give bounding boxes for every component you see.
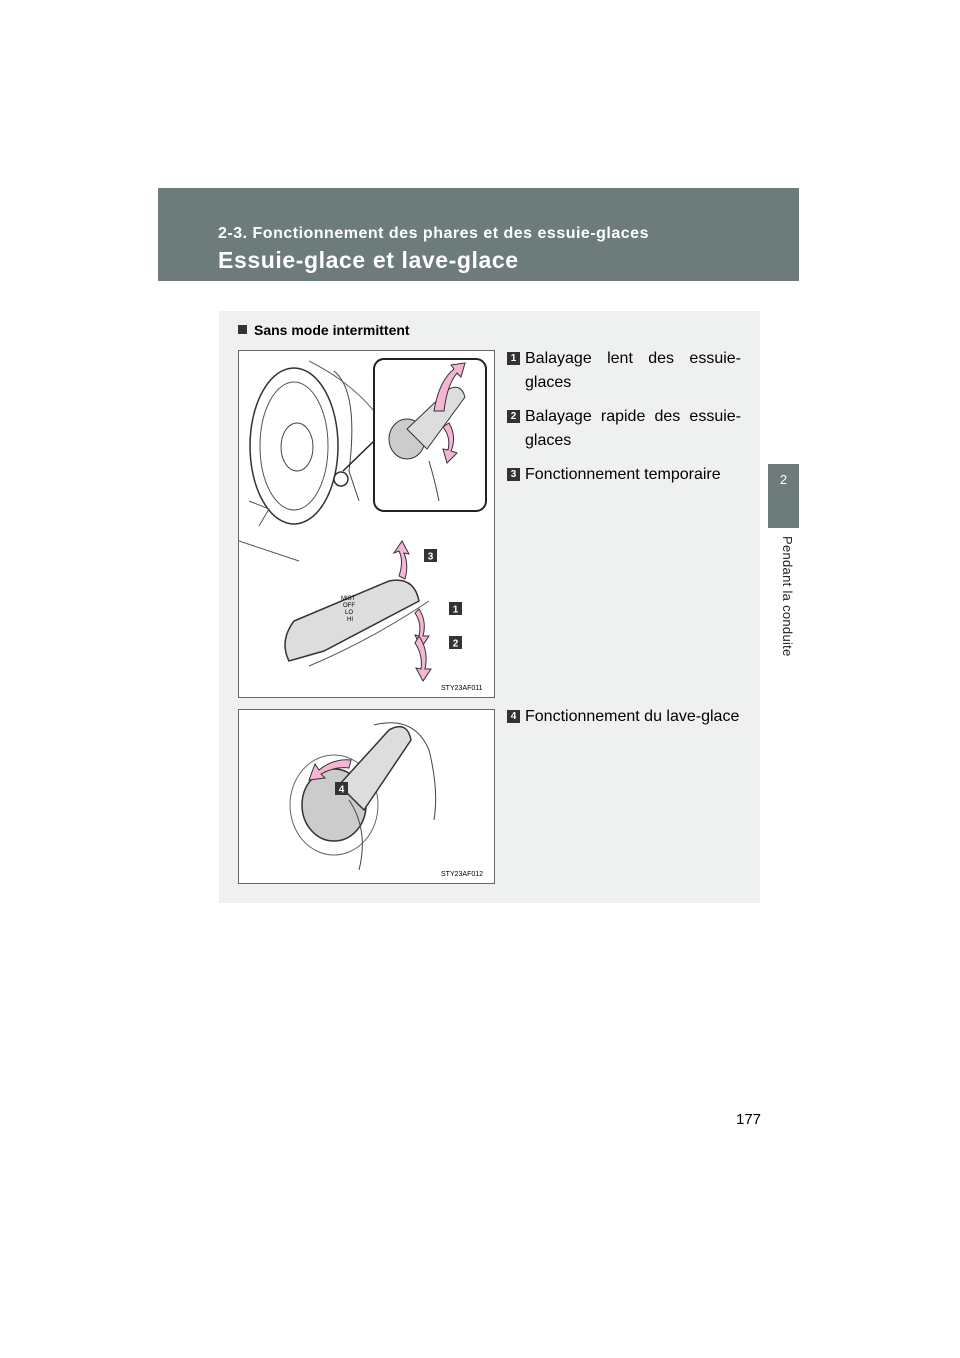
washer-illustration	[239, 710, 494, 883]
lever-label-off: OFF	[343, 603, 355, 609]
item-list-1	[507, 347, 741, 497]
square-bullet-icon	[238, 325, 247, 334]
steering-wheel-inner	[260, 382, 328, 510]
callout-1: 1	[452, 604, 459, 616]
item-number: 3	[507, 468, 520, 481]
item-number: 2	[507, 410, 520, 423]
steering-wheel-outline	[250, 368, 338, 524]
content-panel	[219, 311, 760, 903]
item-text: Fonctionnement du lave-glace	[525, 708, 740, 725]
page-number: 177	[736, 1111, 762, 1128]
list-item	[507, 463, 741, 487]
chapter-label: Pendant la conduite	[780, 536, 795, 657]
figure-wiper-lever	[238, 350, 495, 698]
figure-washer	[238, 709, 495, 884]
arrow-temp-icon	[394, 541, 409, 579]
section-title: 2-3. Fonctionnement des phares et des essuie-glaces	[218, 225, 649, 242]
arrow-hi-icon	[415, 636, 431, 681]
item-text: Fonctionnement temporaire	[525, 466, 721, 483]
item-list-2	[507, 705, 741, 739]
lever-label-mist: MIST	[341, 596, 356, 602]
item-number: 4	[507, 710, 520, 723]
item-text: Balayage rapide des essuie-glaces	[525, 408, 741, 449]
inset-pointer	[343, 441, 374, 471]
list-item	[507, 705, 741, 729]
lever-label-lo: LO	[345, 610, 354, 616]
wiper-lever-illustration	[239, 351, 494, 697]
callout-4: 4	[338, 784, 345, 796]
subheading	[238, 322, 410, 338]
callout-2: 2	[452, 638, 459, 650]
callout-3: 3	[427, 551, 434, 563]
subheading-text: Sans mode intermittent	[254, 322, 410, 338]
list-item	[507, 347, 741, 395]
ignition	[334, 472, 348, 486]
figure-code: STY23AF012	[441, 871, 484, 878]
page-title: Essuie-glace et lave-glace	[218, 247, 519, 273]
chapter-number: 2	[779, 472, 788, 487]
chapter-tab	[768, 464, 799, 528]
figure-code: STY23AF011	[441, 685, 483, 692]
lever-label-hi: HI	[347, 617, 353, 623]
item-number: 1	[507, 352, 520, 365]
dash-contour	[309, 361, 374, 411]
chapter-header	[158, 188, 799, 281]
item-text: Balayage lent des essuie-glaces	[525, 350, 741, 391]
list-item	[507, 405, 741, 453]
steering-hub	[281, 423, 313, 471]
